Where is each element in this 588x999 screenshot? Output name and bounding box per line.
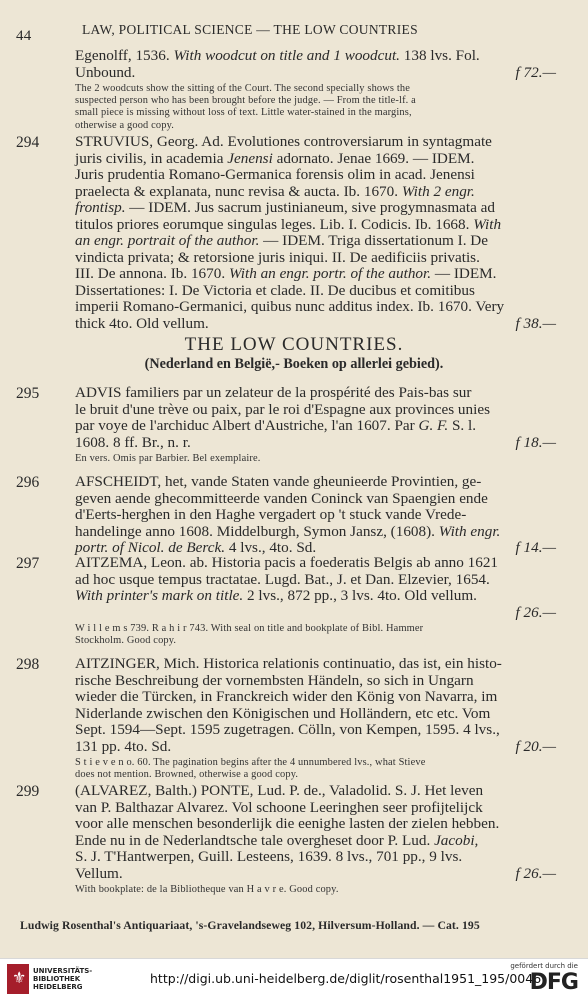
line-text: Niderlande zwischen den Königischen und Holländern, etc etc. Vom bbox=[75, 704, 491, 722]
entry-number: 295 bbox=[16, 385, 40, 402]
entry-price: f 26.— bbox=[515, 603, 556, 621]
entry-line bbox=[75, 134, 492, 150]
line-text: Juris prudentia Romano-Germanica forensis olim in acad. Jenensi bbox=[75, 166, 475, 183]
entry-note: small piece is missing without loss of text. Little water-stained in the margins, bbox=[75, 107, 412, 119]
entry-line bbox=[75, 555, 498, 571]
line-text: 131 pp. 4to. Sd. bbox=[75, 737, 172, 755]
line-text: 4 lvs., 4to. Sd. bbox=[225, 539, 317, 556]
line-text: rische Beschreibung der vornembsten Händeln, so sich in Ungarn bbox=[75, 671, 474, 689]
entry-number: 299 bbox=[16, 783, 40, 800]
entry-line bbox=[75, 418, 476, 434]
line-italic: With printer's mark on title. bbox=[75, 587, 244, 604]
entry-line bbox=[75, 833, 478, 849]
line-text: thick 4to. Old vellum. bbox=[75, 314, 209, 332]
line-italic: With engr. bbox=[438, 522, 501, 540]
line-text: Ende nu in de Nederlandtsche tale overgheset door P. Lud. bbox=[75, 831, 435, 849]
entry-line bbox=[75, 266, 496, 282]
line-text: praelecta & explanata, nunc revisa & aucta. Ib. 1670. bbox=[75, 182, 402, 200]
page-number: 44 bbox=[16, 28, 32, 44]
entry-line bbox=[75, 706, 490, 722]
entry-line bbox=[75, 866, 123, 882]
entry-line bbox=[75, 385, 471, 401]
line-text: 2 lvs., 872 pp., 3 lvs. 4to. Old vellum. bbox=[243, 587, 477, 604]
line-text: — IDEM. bbox=[431, 265, 497, 282]
entry-note: S t i e v e n o. 60. The pagination begins after the 4 unnumbered lvs., what Stieve bbox=[75, 757, 426, 768]
entry-line bbox=[75, 316, 209, 332]
entry-line bbox=[75, 849, 462, 865]
line-text: S. J. T'Hantwerpen, Guill. Lesteens, 1639. 8 lvs., 701 pp., 9 lvs. bbox=[75, 848, 463, 865]
entry-line bbox=[75, 800, 483, 816]
entry-price: f 38.— bbox=[515, 314, 556, 332]
section-subtitle: (Nederland en België,- Boeken op allerlei gebied). bbox=[144, 356, 444, 372]
line-text: d'Eerts-herghen in den Haghe vergadert op 't stuck vande Vrede- bbox=[75, 506, 467, 523]
line-text: geven aende ghecommitteerde vanden Coninck van Spaengien ende bbox=[75, 489, 488, 507]
line-text: Egenolff, 1536. bbox=[75, 47, 174, 64]
entry-line bbox=[75, 283, 475, 299]
entry-line bbox=[75, 491, 488, 507]
line-italic: G. F. bbox=[418, 417, 449, 434]
entry-note: W i l l e m s 739. R a h i r 743. With seal on title and bookplate of Bibl. Hammer bbox=[75, 623, 424, 634]
line-text: — IDEM. Jus sacrum justinianeum, sive progymnasmata ad bbox=[125, 199, 495, 216]
line-italic: frontisp. bbox=[75, 199, 126, 216]
line-text: juris civilis, in academia bbox=[75, 149, 228, 167]
entry-line bbox=[75, 783, 483, 799]
line-text: vindicta privata; & retorsione juris iniqui. II. De aedificiis privatis. bbox=[75, 248, 480, 266]
entry-line bbox=[75, 572, 490, 588]
entry-note: does not mention. Browned, otherwise a good copy. bbox=[75, 769, 299, 781]
line-italic: Jenensi bbox=[227, 149, 273, 167]
line-text: handelinge anno 1608. Middelburgh, Symon Jansz, (1608). bbox=[75, 522, 439, 540]
line-text: par voye de l'archiduc Albert d'Austriche, l'an 1607. Par bbox=[75, 417, 419, 434]
entry-line bbox=[75, 167, 475, 183]
entry-line bbox=[75, 435, 191, 451]
line-italic: Jacobi, bbox=[434, 831, 479, 849]
line-text: AITZEMA, Leon. ab. Historia pacis a foederatis Belgis ab anno 1621 bbox=[75, 554, 499, 571]
line-text: 1608. 8 ff. Br., n. r. bbox=[75, 433, 191, 451]
line-text: Unbound. bbox=[75, 63, 136, 81]
entry-price: f 14.— bbox=[515, 539, 556, 556]
line-text: AFSCHEIDT, het, vande Staten vande gheunieerde Provintien, ge- bbox=[75, 473, 482, 490]
institution-line: HEIDELBERG bbox=[33, 983, 83, 991]
entry-line bbox=[75, 474, 481, 490]
entry-price: f 20.— bbox=[515, 737, 556, 755]
entry-number: 297 bbox=[16, 555, 40, 572]
line-text: III. De annona. Ib. 1670. bbox=[75, 265, 229, 282]
entry-line bbox=[75, 299, 504, 315]
entry-price: f 26.— bbox=[515, 864, 556, 882]
viewer-footer-bar bbox=[0, 958, 588, 999]
line-text: Sept. 1594—Sept. 1595 zugetragen. Cölln, von Kempen, 1595. 4 lvs., bbox=[75, 721, 500, 738]
line-italic: With woodcut on title and 1 woodcut. bbox=[173, 47, 400, 64]
line-text: le bruit d'une trève ou paix, par le roi d'Espagne aux provinces unies bbox=[75, 400, 490, 418]
entry-note: suspected person who has been brought before the judge. — From the title-lf. a bbox=[75, 95, 416, 107]
funder-label: gefördert durch die bbox=[510, 962, 578, 970]
entry-number: 296 bbox=[16, 474, 40, 491]
entry-line bbox=[75, 233, 488, 249]
entry-line bbox=[75, 151, 474, 167]
institution-line: UNIVERSITÄTS- bbox=[33, 967, 93, 975]
line-italic: With 2 engr. bbox=[401, 182, 475, 200]
line-text: Dissertationes: I. De Victoria et clade. II. De ducibus et comitibus bbox=[75, 281, 475, 299]
entry-line bbox=[75, 588, 477, 604]
permalink-url[interactable]: http://digi.ub.uni-heidelberg.de/diglit/rosenthal1951_195/0046 bbox=[150, 971, 542, 986]
dfg-logo[interactable]: DFG bbox=[529, 970, 578, 995]
line-text: ADVIS familiers par un zelateur de la prospérité des Pais-bas sur bbox=[75, 384, 472, 401]
entry-line bbox=[75, 722, 500, 738]
line-text: wieder die Türcken, in Franckreich wider den König von Navarra, im bbox=[75, 688, 498, 705]
line-text: voor alle menschen besonderlijk die eenighe lasten der zielen hebben. bbox=[75, 815, 500, 832]
entry-note: Stockholm. Good copy. bbox=[75, 635, 177, 647]
line-text: STRUVIUS, Georg. Ad. Evolutiones controversiarum in syntagmate bbox=[75, 133, 492, 150]
entry-line bbox=[75, 673, 474, 689]
entry-note: En vers. Omis par Barbier. Bel exemplaire. bbox=[75, 453, 261, 464]
entry-number: 298 bbox=[16, 656, 40, 673]
entry-number: 294 bbox=[16, 134, 40, 151]
section-title: THE LOW COUNTRIES. bbox=[184, 334, 404, 355]
entry-line bbox=[75, 739, 171, 755]
entry-line bbox=[75, 816, 499, 832]
line-text: 138 lvs. Fol. bbox=[399, 47, 480, 64]
university-library-logo-icon[interactable]: ⚜ bbox=[7, 964, 29, 994]
line-italic: portr. of Nicol. de Berck. bbox=[75, 539, 226, 556]
line-text: imperii Romano-Germanici, quibus nunc additus index. Ib. 1670. Very bbox=[75, 298, 505, 315]
line-text: adornato. Jenae 1669. — IDEM. bbox=[272, 149, 475, 167]
line-italic: With an engr. portr. of the author. bbox=[228, 265, 432, 282]
entry-note: The 2 woodcuts show the sitting of the Court. The second specially shows the bbox=[75, 83, 411, 94]
entry-line bbox=[75, 656, 502, 672]
line-text: (ALVAREZ, Balth.) PONTE, Lud. P. de., Valadolid. S. J. Het leven bbox=[75, 782, 484, 799]
line-italic: an engr. portrait of the author. bbox=[75, 232, 260, 249]
running-title: LAW, POLITICAL SCIENCE — THE LOW COUNTRIES bbox=[82, 22, 418, 37]
entry-note: otherwise a good copy. bbox=[75, 119, 175, 131]
line-text: Vellum. bbox=[75, 864, 123, 882]
entry-line bbox=[75, 65, 135, 81]
entry-note: With bookplate: de la Bibliotheque van H a v r e. Good copy. bbox=[75, 884, 339, 895]
entry-line bbox=[75, 250, 480, 266]
line-italic: With bbox=[473, 215, 502, 233]
line-text: titulos priores eorumque singulas leges. Lib. I. Codicis. Ib. 1668. bbox=[75, 215, 474, 233]
entry-line bbox=[75, 524, 500, 540]
entry-line bbox=[75, 48, 480, 64]
line-text: S. l. bbox=[448, 417, 477, 434]
line-text: AITZINGER, Mich. Historica relationis continuatio, das ist, ein histo- bbox=[75, 655, 502, 672]
running-header bbox=[0, 22, 588, 42]
line-text: — IDEM. Triga dissertationum I. De bbox=[259, 232, 489, 249]
entry-line bbox=[75, 689, 497, 705]
catalogue-footer: Ludwig Rosenthal's Antiquariaat, 's-Gravelandseweg 102, Hilversum-Holland. — Cat. 195 bbox=[20, 919, 480, 932]
institution-name bbox=[33, 967, 92, 991]
entry-line bbox=[75, 184, 475, 200]
line-text: ad hoc usque tempus tractatae. Lugd. Bat., J. et Dan. Elzevier, 1654. bbox=[75, 570, 490, 588]
institution-line: BIBLIOTHEK bbox=[33, 975, 81, 983]
line-text: van P. Balthazar Alvarez. Vol schoone Leeringhen seer profijtelijck bbox=[75, 798, 483, 816]
entry-price: f 72.— bbox=[515, 63, 556, 81]
entry-line bbox=[75, 200, 495, 216]
entry-price: f 18.— bbox=[515, 433, 556, 451]
entry-line bbox=[75, 402, 490, 418]
entry-line bbox=[75, 217, 501, 233]
entry-line bbox=[75, 507, 466, 523]
